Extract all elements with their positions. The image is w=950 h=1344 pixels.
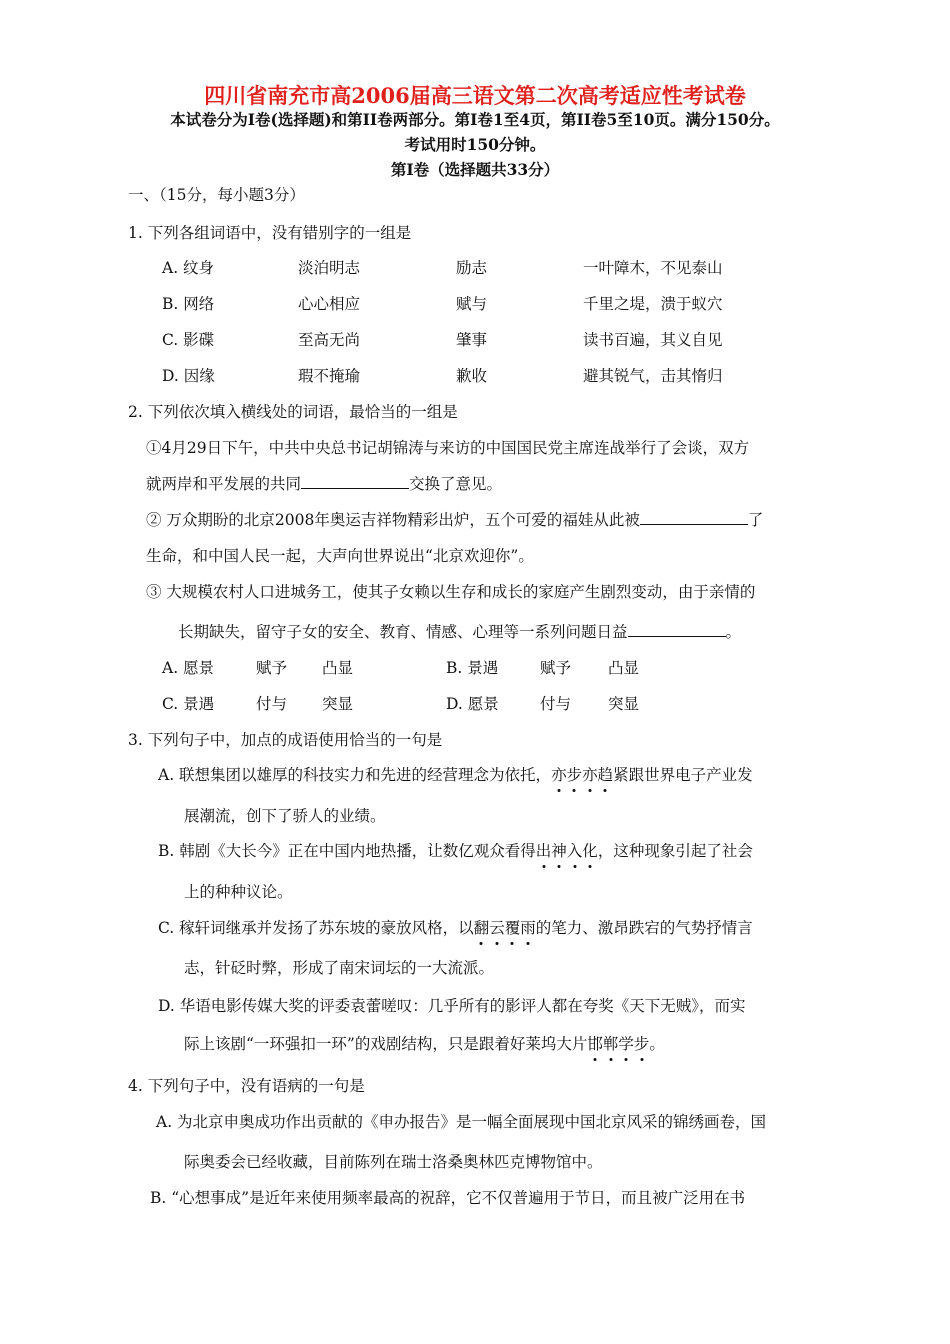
q2-s1-text-end: 交换了意见。 [409, 475, 503, 493]
q2-blank-3[interactable] [628, 622, 726, 637]
dotted-char: 神 [551, 839, 567, 861]
q1-option-a-c4: 一叶障木，不见泰山 [583, 259, 723, 277]
q1-option-d-c4: 避其锐气，击其惰归 [583, 367, 723, 385]
q2-option-b-w2: 赋予 [540, 659, 572, 677]
dotted-char: 亦 [551, 763, 567, 785]
q2-s2-text: ② 万众期盼的北京2008年奥运吉祥物精彩出炉，五个可爱的福娃从此被 [146, 511, 640, 529]
q1-option-c-c4: 读书百遍，其义自见 [583, 331, 723, 349]
q1-option-b-c3: 赋与 [456, 295, 488, 313]
q2-option-d-w3: 突显 [608, 695, 640, 713]
q3-c-idiom [474, 919, 536, 937]
q2-option-c-w1: C. 景遇 [162, 695, 215, 713]
dotted-char: 翻 [474, 916, 490, 938]
q2-sentence3-line1: ③ 大规模农村人口进城务工，使其子女赖以生存和成长的家庭产生剧烈变动，由于亲情的 [146, 583, 756, 601]
q2-blank-1[interactable] [301, 474, 409, 489]
q3-b-text: B. 韩剧《大长今》正在中国内地热播，让数亿观众看得 [158, 842, 536, 860]
q4-option-b-line1: B. “心想事成”是近年来使用频率最高的祝辞，它不仅普遍用于节日，而且被广泛用在书 [150, 1189, 746, 1207]
q2-s2-text-end: 了 [747, 511, 764, 529]
dotted-char: 云 [489, 916, 505, 938]
q3-option-c-line2: 志，针砭时弊，形成了南宋词坛的一大流派。 [184, 959, 495, 977]
dotted-char: 覆 [505, 916, 521, 938]
exam-intro-line1: 本试卷分为I卷(选择题)和第II卷两部分。第I卷1至4页，第II卷5至10页。满分150分。 [170, 110, 780, 129]
q3-option-b-line1 [158, 839, 753, 861]
q3-a-text-end: 紧跟世界电子产业发 [613, 766, 753, 784]
q2-option-a-w3: 凸显 [322, 659, 354, 677]
q1-option-c-c1: C. 影碟 [162, 331, 215, 349]
exam-title: 四川省南充市高2006届高三语文第二次高考适应性考试卷 [204, 83, 746, 108]
q2-option-c-w3: 突显 [322, 695, 354, 713]
q1-option-a-c2: 淡泊明志 [298, 259, 361, 277]
q1-option-b-c2: 心心相应 [298, 295, 361, 313]
q4-stem: 4. 下列句子中，没有语病的一句是 [128, 1077, 365, 1095]
q2-s1-text: 就两岸和平发展的共同 [146, 475, 302, 493]
q3-d-text-end: 。 [649, 1035, 665, 1053]
q3-a-idiom [551, 766, 613, 784]
dotted-char: 郸 [603, 1032, 619, 1054]
q2-option-a-w1: A. 愿景 [162, 659, 215, 677]
dotted-char: 亦 [582, 763, 598, 785]
q2-s3-text: 长期缺失，留守子女的安全、教育、情感、心理等一系列问题日益 [178, 623, 628, 641]
q3-option-b-line2: 上的种种议论。 [184, 883, 293, 901]
q2-s3-text-end: 。 [725, 623, 742, 641]
q3-a-text: A. 联想集团以雄厚的科技实力和先进的经营理念为依托， [158, 766, 552, 784]
q2-sentence2-line1 [146, 508, 763, 530]
q1-stem: 1. 下列各组词语中，没有错别字的一组是 [128, 224, 412, 242]
q2-option-b-w1: B. 景遇 [446, 659, 499, 677]
q1-option-d-c2: 瑕不掩瑜 [298, 367, 361, 385]
q2-option-a-w2: 赋予 [256, 659, 288, 677]
q1-option-a-c3: 励志 [456, 259, 488, 277]
q1-option-c-c3: 肇事 [456, 331, 488, 349]
q2-option-d-w1: D. 愿景 [446, 695, 499, 713]
q3-c-text-end: 的笔力、激昂跌宕的气势抒情言 [535, 919, 753, 937]
q3-c-text: C. 稼轩词继承并发扬了苏东坡的豪放风格，以 [158, 919, 474, 937]
part-one-heading: 一、（15分，每小题3分） [128, 186, 305, 204]
q4-option-a-line1: A. 为北京申奥成功作出贡献的《申办报告》是一幅全面展现中国北京风采的锦绣画卷，国 [156, 1113, 767, 1131]
q3-d-text: 际上该剧“一环强扣一环”的戏剧结构，只是跟着好莱坞大片 [184, 1035, 588, 1053]
q2-sentence2-line2: 生命，和中国人民一起，大声向世界说出“北京欢迎你”。 [146, 547, 534, 565]
exam-intro-line2: 考试用时150分钟。 [404, 135, 546, 154]
q2-blank-2[interactable] [640, 510, 748, 525]
q3-option-a-line2: 展潮流，创下了骄人的业绩。 [184, 807, 386, 825]
q2-option-d-w2: 付与 [540, 695, 572, 713]
q3-d-idiom [587, 1035, 649, 1053]
q2-option-c-w2: 付与 [256, 695, 288, 713]
q3-option-a-line1 [158, 763, 753, 785]
q1-option-d-c3: 歉收 [456, 367, 488, 385]
q3-option-d-line2 [184, 1032, 665, 1054]
q2-sentence1-line1: ①4月29日下午，中共中央总书记胡锦涛与来访的中国国民党主席连战举行了会谈，双方 [146, 439, 750, 457]
dotted-char: 雨 [520, 916, 536, 938]
q3-option-c-line1 [158, 916, 753, 938]
dotted-char: 出 [536, 839, 552, 861]
dotted-char: 步 [634, 1032, 650, 1054]
q2-option-b-w3: 凸显 [608, 659, 640, 677]
dotted-char: 趋 [598, 763, 614, 785]
dotted-char: 化 [582, 839, 598, 861]
q4-option-a-line2: 际奥委会已经收藏，目前陈列在瑞士洛桑奥林匹克博物馆中。 [184, 1153, 603, 1171]
dotted-char: 步 [567, 763, 583, 785]
dotted-char: 学 [618, 1032, 634, 1054]
section-title: 第I卷（选择题共33分） [390, 160, 560, 179]
q2-sentence1-line2 [146, 472, 502, 494]
q1-option-a-c1: A. 纹身 [162, 259, 215, 277]
q1-option-b-c4: 千里之堤，溃于蚁穴 [583, 295, 723, 313]
q3-b-idiom [536, 842, 598, 860]
dotted-char: 入 [567, 839, 583, 861]
q3-stem: 3. 下列句子中，加点的成语使用恰当的一句是 [128, 731, 443, 749]
q3-option-d-line1: D. 华语电影传媒大奖的评委袁蕾嗟叹：几乎所有的影评人都在夸奖《天下无贼》，而实 [158, 997, 746, 1015]
q2-sentence3-line2 [178, 620, 741, 642]
q1-option-b-c1: B. 网络 [162, 295, 215, 313]
dotted-char: 邯 [587, 1032, 603, 1054]
q1-option-d-c1: D. 因缘 [162, 367, 215, 385]
q2-stem: 2. 下列依次填入横线处的词语，最恰当的一组是 [128, 403, 458, 421]
q1-option-c-c2: 至高无尚 [298, 331, 361, 349]
q3-b-text-end: ，这种现象引起了社会 [597, 842, 753, 860]
